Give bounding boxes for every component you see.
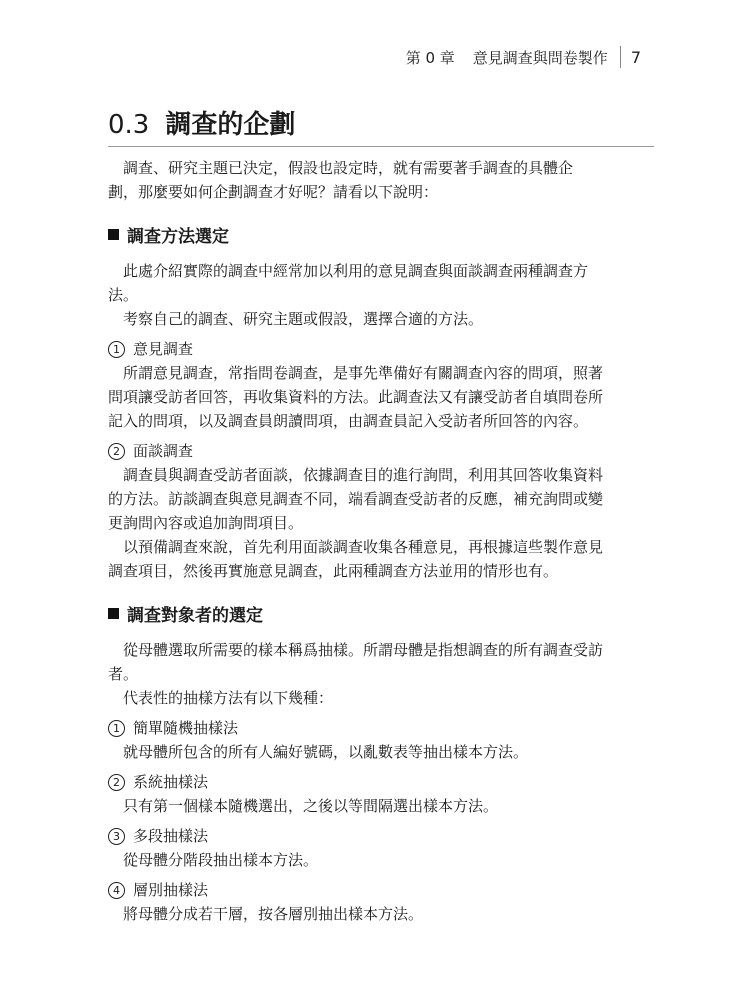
circled-number-icon: 1 — [108, 720, 125, 737]
sampling-item-4-text: 將母體分成若干層，按各層別抽出樣本方法。 — [123, 905, 424, 923]
page-body — [108, 156, 654, 926]
sampling-item-3-heading: 3 多段抽樣法 — [108, 824, 654, 848]
section-title — [108, 104, 654, 147]
sampling-paragraph-2: 代表性的抽樣方法有以下幾種： — [123, 689, 334, 707]
chapter-label: 第 0 章 — [405, 48, 455, 67]
circled-number-icon: 1 — [108, 341, 125, 358]
sampling-item-4-heading: 4 層別抽樣法 — [108, 878, 654, 902]
method-paragraph-3: 以預備調查來說，首先利用面談調查收集各種意見，再根據這些製作意見 調查項目，然後再實施意見調查，此兩種調查方法並用的情形也有。 — [108, 538, 604, 580]
method-paragraph-2: 考察自己的調查、研究主題或假設，選擇合適的方法。 — [123, 310, 484, 328]
chapter-title: 意見調查與問卷製作 — [472, 48, 608, 67]
circled-number-icon: 3 — [108, 828, 125, 845]
sampling-item-2-heading: 2 系統抽樣法 — [108, 770, 654, 794]
section-title-text: 調查的企劃 — [165, 110, 296, 140]
page-number: 7 — [630, 47, 641, 67]
sampling-item-1-heading: 1 簡單隨機抽樣法 — [108, 716, 654, 740]
method-item-1-heading: 1 意見調查 — [108, 337, 654, 361]
square-bullet-icon — [108, 608, 119, 619]
method-item-2-text: 調查員與調查受訪者面談，依據調查目的進行詢問，利用其回答收集資料 的方法。訪談調查與意見調查不同，端看調查受訪者的反應，補充詢問或變 更詢問內容或追加詢問項目。 — [108, 466, 604, 532]
intro-paragraph: 調查、研究主題已決定，假設也設定時，就有需要著手調查的具體企 劃，那麼要如何企劃調查才好呢？請看以下說明： — [108, 159, 574, 201]
section-number: 0.3 — [108, 110, 150, 140]
sampling-item-3-text: 從母體分階段抽出樣本方法。 — [123, 851, 319, 869]
square-bullet-icon — [108, 229, 119, 240]
sampling-heading: 調查對象者的選定 — [108, 601, 654, 626]
circled-number-icon: 4 — [108, 882, 125, 899]
sampling-item-1-text: 就母體所包含的所有人編好號碼，以亂數表等抽出樣本方法。 — [123, 743, 529, 761]
method-item-1-text: 所謂意見調查，常指問卷調查，是事先準備好有關調查內容的問項，照著 問項讓受訪者回答，再收集資料的方法。此調查法又有讓受訪者自填問卷所 記入的問項，以及調查員朗讀問項，由調查員記入受訪者所回答的內容。 — [108, 364, 604, 430]
header-divider — [620, 46, 621, 68]
method-paragraph-1: 此處介紹實際的調查中經常加以利用的意見調查與面談調查兩種調查方 法。 — [108, 262, 589, 304]
circled-number-icon: 2 — [108, 443, 125, 460]
circled-number-icon: 2 — [108, 774, 125, 791]
sampling-item-2-text: 只有第一個樣本隨機選出，之後以等間隔選出樣本方法。 — [123, 797, 499, 815]
method-heading: 調查方法選定 — [108, 222, 654, 247]
running-header — [406, 46, 641, 68]
method-item-2-heading: 2 面談調查 — [108, 439, 654, 463]
sampling-paragraph-1: 從母體選取所需要的樣本稱爲抽樣。所謂母體是指想調查的所有調查受訪 者。 — [108, 641, 604, 683]
